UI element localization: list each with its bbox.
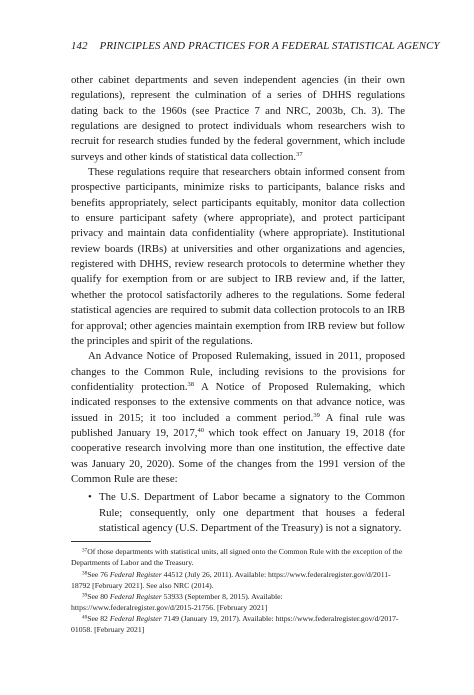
footnote-text: Of those departments with statistical units, all signed onto the Common Rule with the exception of the Departments of Labor and the Treasury.: [71, 547, 403, 568]
footnote-source: Federal Register: [109, 591, 162, 601]
footnote-number: 39: [82, 592, 88, 599]
footnote-number: 40: [82, 614, 88, 621]
footnote-text-link[interactable]: 44512 (July 26, 2011). Available: https://www.federalregister.gov/d/2011-18792 [February 2021]. See also NRC (2014).: [71, 569, 391, 590]
footnote-39: [71, 591, 405, 613]
footnote-ref-39[interactable]: 39: [313, 411, 320, 419]
paragraph-1: [71, 73, 405, 165]
running-title: PRINCIPLES AND PRACTICES FOR A FEDERAL STATISTICAL AGENCY: [99, 40, 440, 52]
footnote-ref-38[interactable]: 38: [187, 380, 195, 388]
footnote-text-link[interactable]: 53933 (September 8, 2015). Available: https://www.federalregister.gov/d/2015-21756. [February 2021]: [71, 591, 283, 613]
list-item-text: The U.S. Department of Labor became a signatory to the Common Rule; consequently, only one department that houses a federal statistical agency (U.S. Department of the Treasury) is not a signatory.: [99, 491, 405, 534]
paragraph-1-text: other cabinet departments and seven independent agencies (in their own regulations), represent the culmination of a series of DHHS regulations dating back to the 1960s (see Practice 7 and NRC, 2003b, Ch. 3). The regulations are designed to protect individuals whom researchers wish to recruit for research studies funded by the federal government, which include surveys and other kinds of statistical data collection.: [71, 74, 405, 163]
paragraph-3: [71, 349, 405, 487]
footnote-ref-40[interactable]: 40: [197, 426, 204, 434]
footnote-number: 38: [82, 570, 88, 577]
footnote-divider: [71, 541, 151, 542]
paragraph-3-text-a: An Advance Notice of Proposed Rulemaking, issued in 2011, proposed changes to the Common Rule, including revisions to the provisions for confidentiality protection.: [71, 350, 405, 393]
running-head: [71, 40, 440, 52]
footnote-38: [71, 569, 405, 591]
footnote-ref-37[interactable]: 37: [296, 150, 303, 158]
footnotes: [71, 546, 405, 635]
paragraph-3-text-d: which took effect on January 19, 2018 (for cooperative research involving more than one institution, the effective date was January 20, 2020). Some of the changes from the 1991 version of the Common Rule are these:: [71, 426, 406, 485]
footnote-37: [71, 546, 405, 568]
bullet-list: [71, 490, 405, 536]
footnote-text: See 80: [87, 591, 110, 601]
footnote-text-link[interactable]: 7149 (January 19, 2017). Available: https://www.federalregister.gov/d/2017-01058. [February 2021]: [71, 614, 399, 635]
bullet-icon: •: [88, 491, 92, 504]
footnote-40: [71, 613, 405, 635]
page-number: 142: [71, 40, 88, 52]
footnote-text: See 82: [87, 614, 110, 624]
footnote-source: Federal Register: [109, 569, 162, 579]
paragraph-2-text: These regulations require that researchers obtain informed consent from prospective participants, minimize risks to participants, balance risks and benefits appropriately, select participants equitably, monitor data collection to ensure participant safety (where appropriate), and protect participant privacy and maintain data confidentiality (where appropriate). Institutional review boards (IRBs) at universities and other organizations and agencies, registered with DHHS, review research protocols to determine whether they qualify for exemption from or are subject to IRB review and, if the latter, whether the protocol satisfactorily adheres to the regulations. Some federal statistical agencies are required to submit data collection protocols to an IRB for approval; other agencies maintain exemption from IRB review but follow the principles and spirit of the regulations.: [71, 166, 405, 347]
footnote-text: See 76: [87, 569, 110, 579]
footnote-number: 37: [82, 547, 88, 554]
paragraph-3-text-c: A final rule was published January 19, 2017,: [71, 411, 405, 439]
list-item: [88, 490, 405, 536]
paragraph-2: [71, 165, 405, 349]
footnote-source: Federal Register: [109, 614, 162, 624]
paragraph-3-text-b: A Notice of Proposed Rulemaking, which indicated responses to the extensive comments on that advance notice, was issued in 2015; it too included a comment period.: [71, 380, 405, 424]
